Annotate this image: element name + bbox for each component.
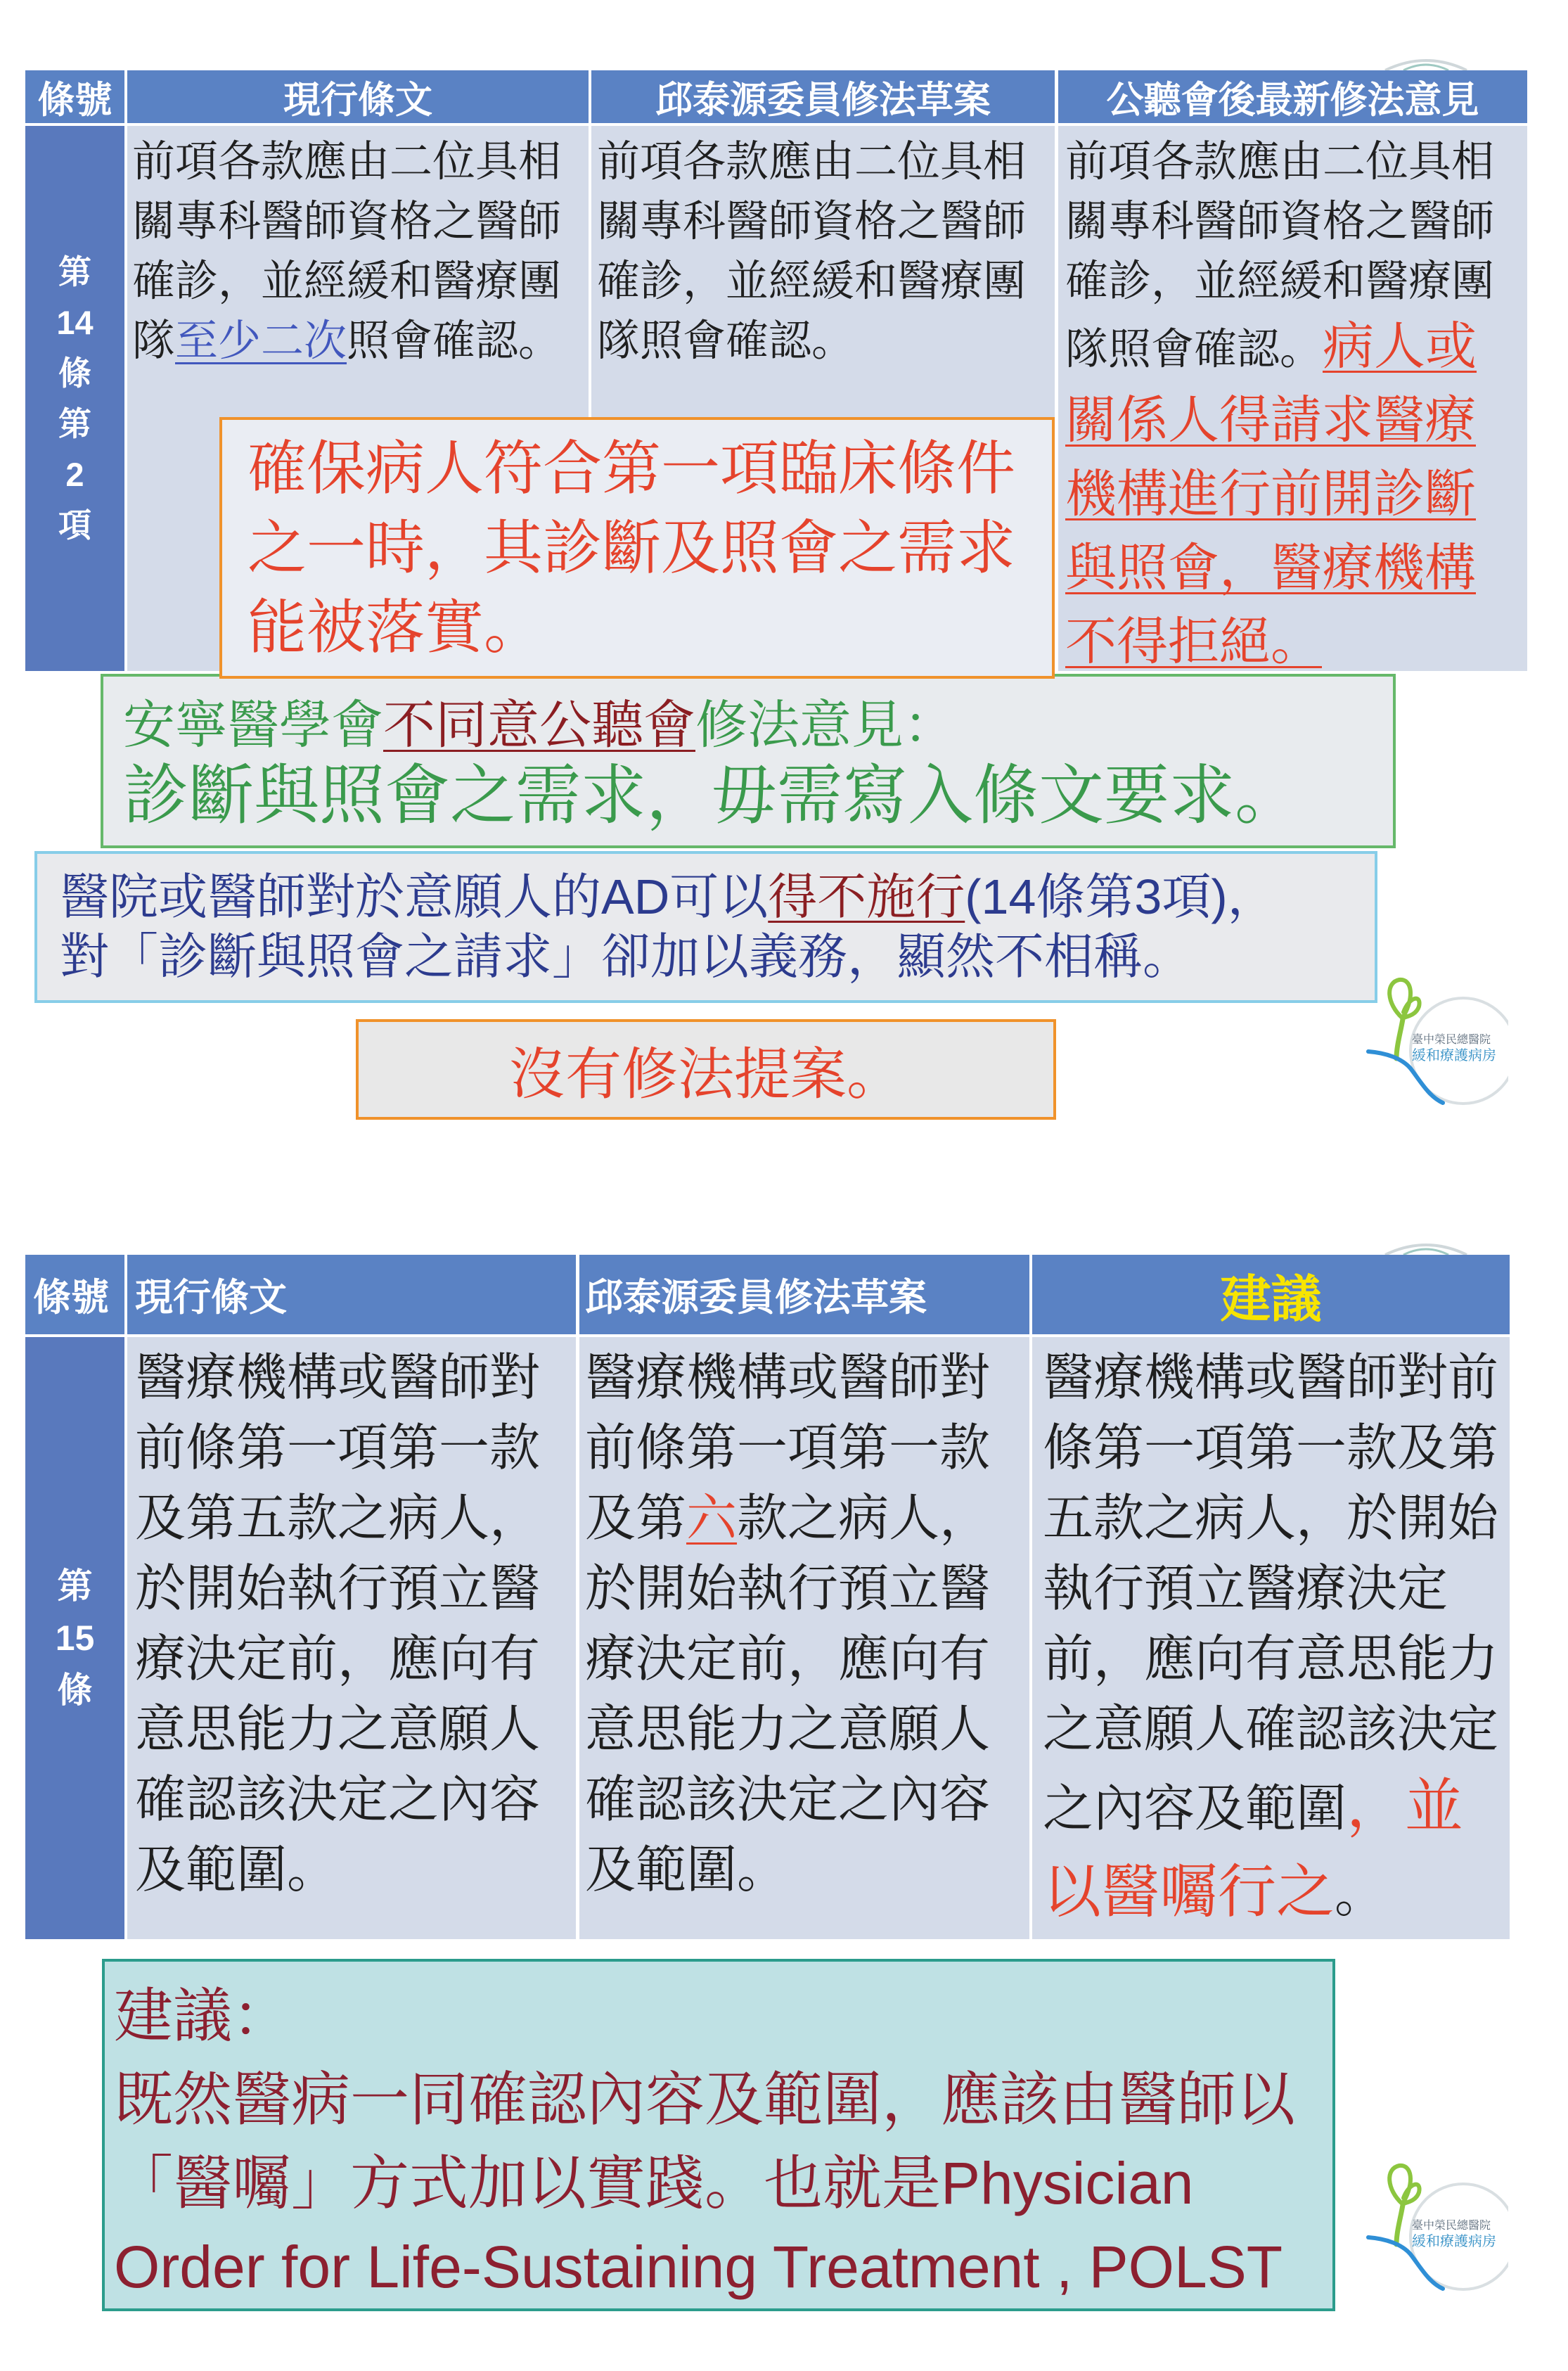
purpose-callout <box>219 417 1055 679</box>
logo-partial-arc <box>1382 53 1470 70</box>
arc-inner <box>1403 65 1448 70</box>
text-line <box>135 1624 576 1694</box>
text-line <box>1065 459 1527 532</box>
text-segment: 「醫囑」方式加以實踐。也就是Physician <box>114 2150 1194 2216</box>
text-line <box>60 867 1375 927</box>
text-segment: (14條第3項)， <box>965 869 1277 924</box>
logo-sprout-icon <box>1389 2166 1419 2204</box>
text-line <box>58 1664 93 1716</box>
text-line <box>114 1974 1332 2058</box>
text-segment: 前項各款應由二位具相 <box>132 137 562 185</box>
text-line <box>1043 1765 1510 1851</box>
text-line <box>1065 191 1527 251</box>
text-line <box>56 1612 95 1664</box>
text-segment: 修法意見： <box>695 696 956 754</box>
text-line <box>1043 1851 1510 1936</box>
text-line <box>58 348 91 399</box>
text-line <box>1065 251 1527 311</box>
text-segment: 隊照會確認。 <box>597 317 855 364</box>
text-line <box>1043 1554 1510 1624</box>
text-segment: 意思能力之意願人 <box>585 1701 991 1758</box>
text-segment: 14 <box>56 303 94 341</box>
text-segment: 關專科醫師資格之醫師 <box>597 197 1027 245</box>
text-segment: 2 <box>65 455 84 493</box>
text-segment: 確診，並經緩和醫療團 <box>597 257 1027 305</box>
text-segment: 隊 <box>132 317 176 364</box>
table1-header-draft: 邱泰源委員修法草案 <box>591 70 1055 123</box>
table1-header-latest-opinion: 公聽會後最新修法意見 <box>1058 70 1527 123</box>
emphasized-text: 至少二次 <box>175 317 347 364</box>
emphasized-text: 不得拒絕。 <box>1065 613 1322 670</box>
emphasized-text: 關係人得請求醫療 <box>1065 392 1476 449</box>
text-segment: 執行預立醫療決定 <box>1043 1561 1448 1617</box>
suggestion-callout <box>102 1959 1335 2311</box>
text-segment: 照會確認。 <box>347 317 562 364</box>
hospital-logo <box>1365 2161 1508 2296</box>
text-line <box>585 1835 1029 1905</box>
text-line <box>132 251 589 311</box>
hospice-society-callout <box>101 674 1396 848</box>
text-segment: 隊照會確認。 <box>1065 325 1323 373</box>
text-segment: 條第一項第一款及第 <box>1043 1420 1499 1476</box>
text-line <box>65 449 84 500</box>
text-segment: 15 <box>55 1618 95 1658</box>
emphasized-text: 與照會，醫療機構 <box>1065 539 1476 596</box>
table2-header-current: 現行條文 <box>127 1255 576 1334</box>
text-segment: 五款之病人，於開始 <box>1043 1490 1499 1547</box>
text-line <box>132 132 589 191</box>
text-line <box>1043 1483 1510 1554</box>
text-segment: 前條第一項第一款 <box>585 1420 991 1476</box>
text-line <box>132 311 589 371</box>
text-line <box>597 132 1055 191</box>
logo-org-name: 臺中榮民總醫院 <box>1412 2220 1491 2232</box>
hospital-logo <box>1365 976 1508 1111</box>
text-segment: 對「診斷與照會之請求」卻加以義務，顯然不相稱。 <box>60 929 1192 984</box>
text-line <box>56 298 93 348</box>
text-line <box>585 1694 1029 1765</box>
text-line <box>1065 132 1527 191</box>
text-segment: 確保病人符合第一項臨床條件 <box>248 435 1016 501</box>
text-segment: 第 <box>57 1566 93 1606</box>
text-segment: 醫療機構或醫師對 <box>585 1350 991 1406</box>
text-segment: 確診，並經緩和醫療團 <box>1065 257 1495 305</box>
text-segment: 及範圍。 <box>135 1842 338 1898</box>
text-segment: 項 <box>58 506 91 544</box>
arc-inner <box>1403 1249 1448 1255</box>
text-line <box>58 247 91 298</box>
text-line <box>135 1483 576 1554</box>
text-segment: 既然醫病一同確認內容及範圍，應該由醫師以 <box>114 2066 1296 2133</box>
text-segment: 確認該決定之內容 <box>585 1772 991 1828</box>
emphasized-text: 以醫囑行之 <box>1043 1859 1335 1924</box>
logo-unit-name: 緩和療護病房 <box>1412 1048 1496 1063</box>
text-segment: 確診，並經緩和醫療團 <box>132 257 562 305</box>
text-segment: 意思能力之意願人 <box>135 1701 541 1758</box>
text-line <box>60 927 1375 987</box>
table1-latest-opinion-text <box>1058 126 1527 671</box>
text-line <box>114 2058 1332 2142</box>
ad-comparison-callout <box>34 851 1377 1003</box>
emphasized-text: 得不施行 <box>768 869 965 924</box>
table2-header-article-no: 條號 <box>25 1255 124 1334</box>
text-line <box>132 191 589 251</box>
text-segment: 。 <box>1335 1867 1386 1923</box>
text-line <box>1065 606 1527 671</box>
table1-header-current: 現行條文 <box>127 70 589 123</box>
text-segment: 款之病人， <box>737 1490 991 1547</box>
text-line <box>1065 311 1527 385</box>
text-segment: 安寧醫學會 <box>123 696 383 754</box>
text-line <box>1043 1694 1510 1765</box>
no-proposal-callout: 沒有修法提案。 <box>356 1019 1056 1120</box>
table2-suggestion-text <box>1032 1337 1510 1939</box>
text-segment: 前項各款應由二位具相 <box>597 137 1027 185</box>
emphasized-text: 不同意公聽會 <box>383 696 695 754</box>
text-line <box>597 191 1055 251</box>
text-line <box>1043 1343 1510 1413</box>
text-segment: 之內容及範圍 <box>1043 1781 1347 1837</box>
text-line <box>585 1554 1029 1624</box>
text-line <box>123 760 1393 836</box>
text-segment: 第 <box>58 253 91 290</box>
text-line <box>585 1624 1029 1694</box>
text-segment: 之意願人確認該決定 <box>1043 1701 1499 1758</box>
text-segment: 於開始執行預立醫 <box>135 1561 541 1617</box>
text-line <box>135 1765 576 1835</box>
text-segment: 療決定前，應向有 <box>585 1631 991 1687</box>
text-segment: 療決定前，應向有 <box>135 1631 541 1687</box>
emphasized-text: 六 <box>686 1490 738 1547</box>
logo-sprout-icon <box>1389 980 1419 1018</box>
text-line <box>135 1343 576 1413</box>
emphasized-text: 機構進行前開診斷 <box>1065 466 1476 523</box>
table2-header-suggestion: 建議 <box>1032 1255 1510 1334</box>
text-line <box>135 1554 576 1624</box>
text-segment: 前條第一項第一款 <box>135 1420 541 1476</box>
text-segment: 於開始執行預立醫 <box>585 1561 991 1617</box>
text-line <box>58 1560 93 1612</box>
logo-org-name: 臺中榮民總醫院 <box>1412 1034 1491 1046</box>
text-line <box>114 2225 1332 2309</box>
text-line <box>135 1694 576 1765</box>
text-segment: 確認該決定之內容 <box>135 1772 541 1828</box>
text-line <box>123 690 1393 760</box>
table2-header-draft: 邱泰源委員修法草案 <box>579 1255 1029 1334</box>
logo-stem <box>1396 2205 1403 2244</box>
text-segment: 醫院或醫師對於意願人的AD可以 <box>60 869 769 924</box>
text-segment: 條 <box>57 1670 93 1710</box>
text-line <box>585 1343 1029 1413</box>
text-line <box>1065 385 1527 459</box>
text-segment: 建議： <box>114 1983 292 2049</box>
text-segment: 醫療機構或醫師對 <box>135 1350 541 1406</box>
table1-header-article-no: 條號 <box>25 70 124 123</box>
logo-stem <box>1396 1019 1403 1059</box>
text-line <box>58 500 91 551</box>
table2-draft-text <box>579 1337 1029 1939</box>
text-line <box>135 1413 576 1483</box>
text-segment: 前項各款應由二位具相 <box>1065 137 1495 185</box>
text-line <box>114 2142 1332 2225</box>
logo-unit-name: 緩和療護病房 <box>1412 2234 1496 2249</box>
emphasized-text: ，並 <box>1347 1773 1464 1839</box>
text-line <box>135 1835 576 1905</box>
text-line <box>585 1765 1029 1835</box>
text-segment: 關專科醫師資格之醫師 <box>132 197 562 245</box>
text-segment: 條 <box>58 354 91 392</box>
table1-article-label <box>25 126 124 671</box>
text-segment: 之一時，其診斷及照會之需求 <box>248 515 1016 581</box>
text-line <box>585 1413 1029 1483</box>
text-segment: 能被落實。 <box>248 594 544 660</box>
text-line <box>248 509 1052 588</box>
logo-partial-arc <box>1382 1238 1470 1255</box>
text-segment: 前，應向有意思能力 <box>1043 1631 1499 1687</box>
text-segment: 及第 <box>585 1490 687 1547</box>
text-line <box>1043 1413 1510 1483</box>
text-segment: 及範圍。 <box>585 1842 788 1898</box>
text-line <box>1065 532 1527 606</box>
text-segment: 第 <box>58 404 91 442</box>
text-line <box>597 311 1055 371</box>
table2-article-label <box>25 1337 124 1939</box>
emphasized-text: 診斷與照會之需求，毋需寫入條文要求。 <box>123 759 1300 832</box>
text-segment: 及第五款之病人， <box>135 1490 541 1547</box>
text-line <box>248 429 1052 509</box>
text-segment: 關專科醫師資格之醫師 <box>1065 197 1495 245</box>
text-segment: 醫療機構或醫師對前 <box>1043 1350 1499 1406</box>
text-line <box>1043 1624 1510 1694</box>
table2-current-text <box>127 1337 576 1939</box>
text-line <box>58 399 91 449</box>
text-line <box>248 588 1052 667</box>
emphasized-text: 病人或 <box>1323 318 1477 375</box>
text-line <box>597 251 1055 311</box>
text-line <box>585 1483 1029 1554</box>
text-segment: Order for Life-Sustaining Treatment , POLST <box>114 2234 1283 2300</box>
